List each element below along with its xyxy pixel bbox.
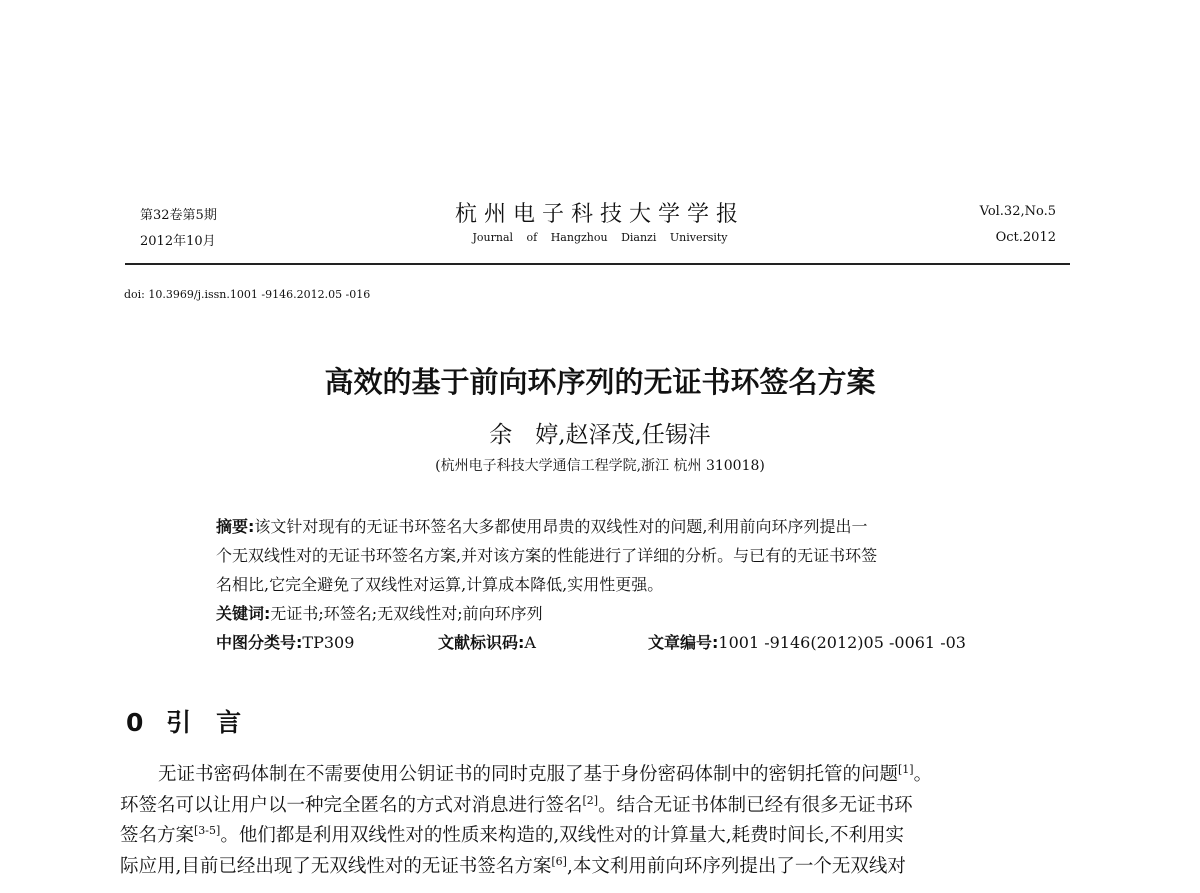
date-cn: 2012年10月	[140, 234, 216, 249]
body-line: 环签名可以让用户以一种完全匿名的方式对消息进行签名[2]。结合无证书体制已经有很多无证书环	[120, 793, 913, 816]
paper-title: 高效的基于前向环序列的无证书环签名方案	[324, 365, 876, 399]
date-en: Oct.2012	[995, 230, 1056, 245]
volume-issue-cn: 第32卷第5期	[140, 208, 217, 223]
citation: [2]	[582, 793, 599, 807]
keywords: 关键词:无证书;环签名;无双线性对;前向环序列	[216, 604, 543, 623]
classification: 中图分类号:TP309	[216, 633, 355, 652]
section-heading: 0 引 言	[126, 708, 242, 737]
article-number: 文章编号:1001 -9146(2012)05 -0061 -03	[648, 633, 966, 652]
body-line: 签名方案[3-5]。他们都是利用双线性对的性质来构造的,双线性对的计算量大,耗费时间长,不利用实	[120, 823, 904, 846]
abstract-line: 个无双线性对的无证书环签名方案,并对该方案的性能进行了详细的分析。与已有的无证书环签	[216, 546, 878, 565]
volume-issue-en: Vol.32,No.5	[979, 204, 1056, 219]
abstract-line: 摘要:该文针对现有的无证书环签名大多都使用昂贵的双线性对的问题,利用前向环序列提出一	[216, 517, 868, 536]
abstract-line: 名相比,它完全避免了双线性对运算,计算成本降低,实用性更强。	[216, 575, 664, 594]
affiliation: (杭州电子科技大学通信工程学院,浙江 杭州 310018)	[435, 458, 765, 474]
journal-title-cn: 杭州电子科技大学学报	[454, 202, 745, 227]
journal-title-en: Journal of Hangzhou Dianzi University	[472, 231, 728, 244]
body-line: 无证书密码体制在不需要使用公钥证书的同时克服了基于身份密码体制中的密钥托管的问题[1]。	[158, 762, 933, 785]
abstract-label: 摘要:	[216, 517, 255, 536]
citation: [6]	[551, 854, 567, 868]
citation: [3-5]	[194, 823, 221, 837]
authors: 余 婷,赵泽茂,任锡沣	[489, 422, 711, 448]
header-rule	[125, 263, 1070, 265]
doi: doi: 10.3969/j.issn.1001 -9146.2012.05 -016	[124, 288, 371, 301]
citation: [1]	[898, 762, 914, 776]
body-line: 际应用,目前已经出现了无双线性对的无证书签名方案[6],本文利用前向环序列提出了一个无双线对	[120, 854, 906, 877]
document-code: 文献标识码:A	[438, 633, 536, 652]
